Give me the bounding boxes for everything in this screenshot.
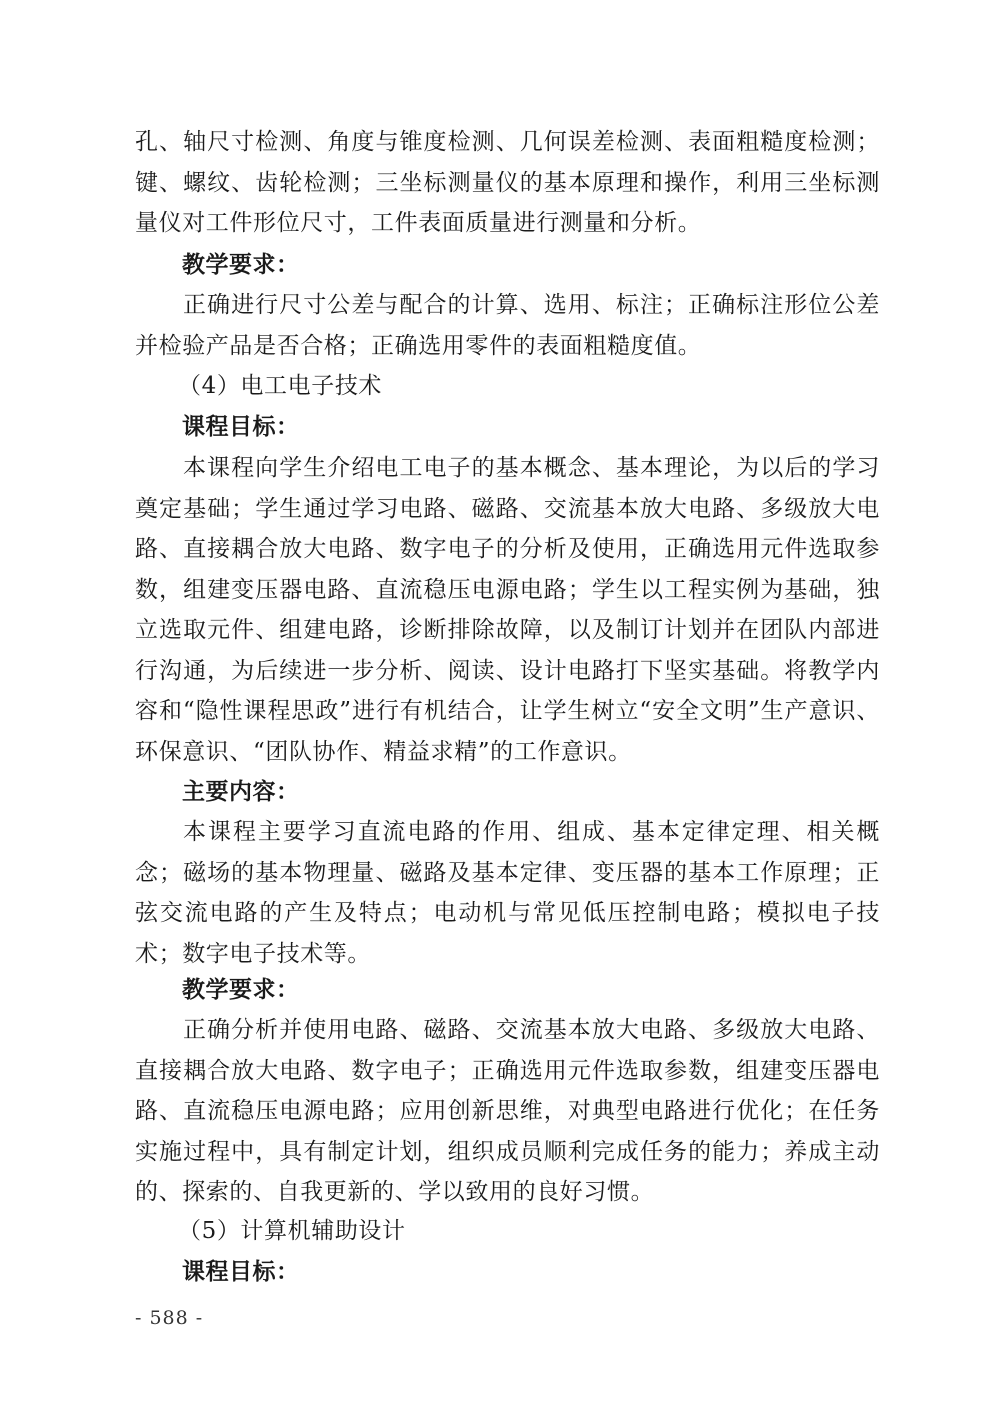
heading-teaching-requirements: 教学要求：	[182, 977, 300, 1003]
paragraph-teaching-requirements: 正确进行尺寸公差与配合的计算、选用、标注；正确标注形位公差并检验产品是否合格；正确选用零件的表面粗糙度值。	[135, 292, 880, 359]
paragraph-course-objectives: 本课程向学生介绍电工电子的基本概念、基本理论，为以后的学习奠定基础；学生通过学习电路、磁路、交流基本放大电路、多级放大电路、直接耦合放大电路、数字电子的分析及使用，正确选用元件选取参数，组建变压器电路、直流稳压电源电路；学生以工程实例为基础，独立选取元件、组建电路，诊断排除故障，以及制订计划并在团队内部进行沟通，为后续进一步分析、阅读、设计电路打下坚实基础。将教学内容和“隐性课程思政”进行有机结合，让学生树立“安全文明”生产意识、环保意识、“团队协作、精益求精”的工作意识。	[135, 455, 880, 765]
subsection-title-electrical-electronics: （4）电工电子技术	[178, 373, 383, 399]
heading-main-content: 主要内容：	[182, 779, 300, 805]
heading-teaching-requirements: 教学要求：	[182, 252, 300, 278]
subsection-title-computer-aided-design: （5）计算机辅助设计	[178, 1218, 406, 1244]
page-number: - 588 -	[135, 1307, 204, 1329]
heading-course-objectives: 课程目标：	[182, 414, 300, 440]
paragraph-teaching-requirements: 正确分析并使用电路、磁路、交流基本放大电路、多级放大电路、直接耦合放大电路、数字电子；正确选用元件选取参数，组建变压器电路、直流稳压电源电路；应用创新思维，对典型电路进行优化；在任务实施过程中，具有制定计划，组织成员顺利完成任务的能力；养成主动的、探索的、自我更新的、学以致用的良好习惯。	[135, 1017, 880, 1205]
heading-course-objectives: 课程目标：	[182, 1259, 300, 1285]
paragraph-measurement-content-continuation: 孔、轴尺寸检测、角度与锥度检测、几何误差检测、表面粗糙度检测；键、螺纹、齿轮检测；三坐标测量仪的基本原理和操作，利用三坐标测量仪对工件形位尺寸，工件表面质量进行测量和分析。	[135, 129, 880, 236]
paragraph-main-content: 本课程主要学习直流电路的作用、组成、基本定律定理、相关概念；磁场的基本物理量、磁路及基本定律、变压器的基本工作原理；正弦交流电路的产生及特点；电动机与常见低压控制电路；模拟电子技术；数字电子技术等。	[135, 819, 880, 967]
